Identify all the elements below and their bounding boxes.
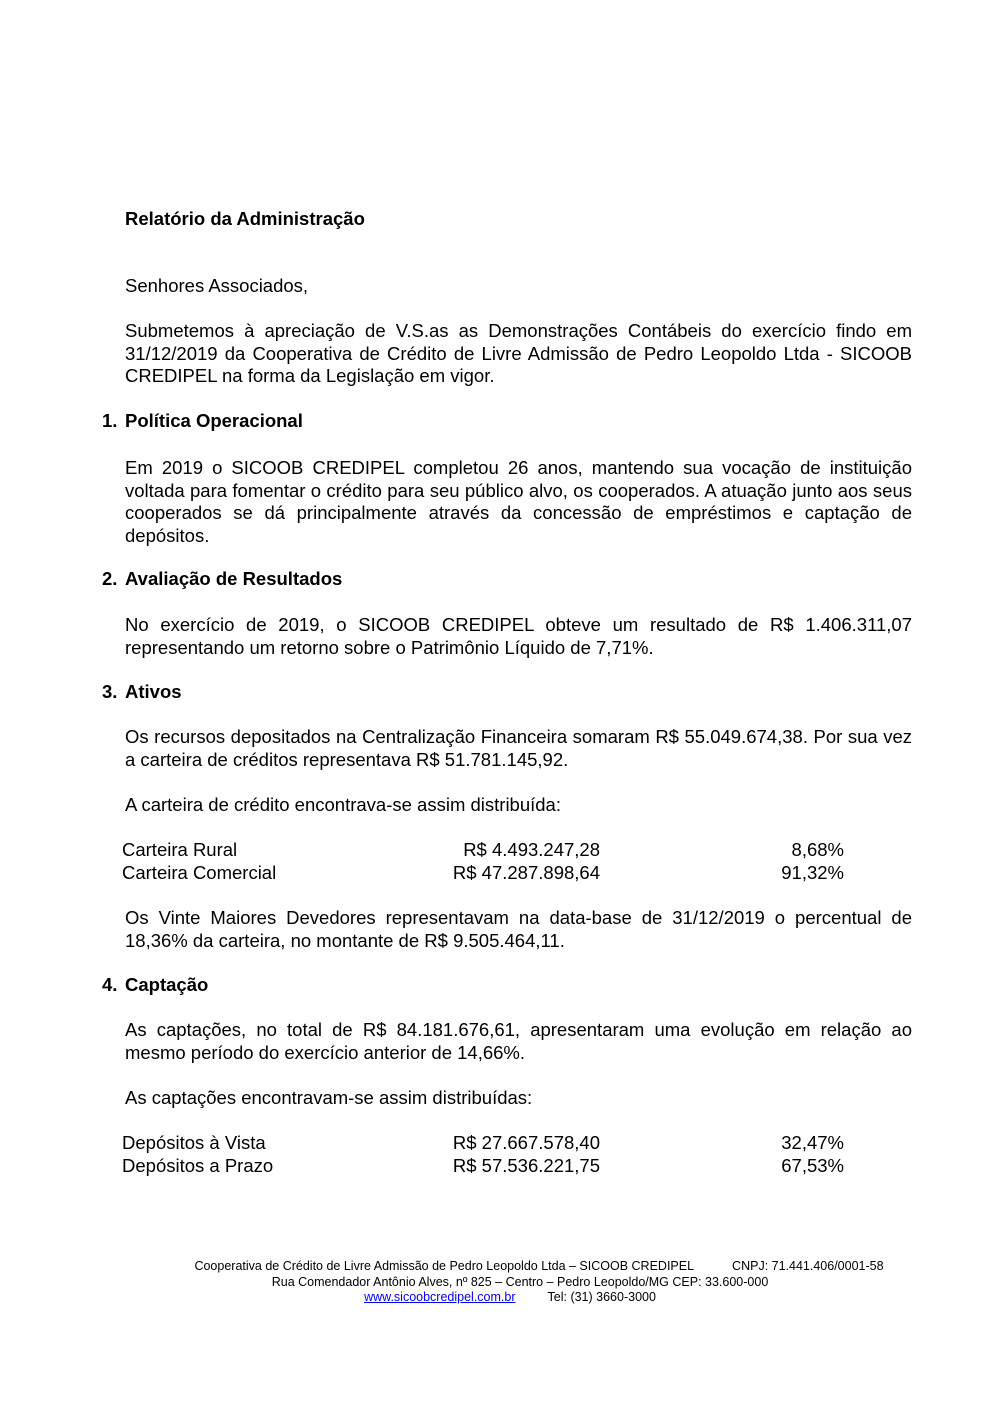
section-paragraph-captacao: As captações, no total de R$ 84.181.676,61, apresentaram uma evolução em relação ao mesmo período do exercício anterior de 14,66%. xyxy=(125,1019,912,1063)
row-percent: 91,32% xyxy=(781,862,844,883)
row-label: Depósitos a Prazo xyxy=(122,1155,274,1176)
section-heading-captacao xyxy=(102,974,208,997)
salutation: Senhores Associados, xyxy=(125,275,309,296)
row-value: R$ 4.493.247,28 xyxy=(463,839,600,860)
row-value: R$ 47.287.898,64 xyxy=(452,862,600,883)
row-percent: 8,68% xyxy=(791,839,844,860)
footer-line-1 xyxy=(100,1259,940,1275)
table-row xyxy=(122,862,844,885)
footer-line-3 xyxy=(100,1290,940,1306)
section-paragraph-resultados: No exercício de 2019, o SICOOB CREDIPEL obteve um resultado de R$ 1.406.311,07 representando um retorno sobre o Patrimônio Líquido de 7,71%. xyxy=(125,614,912,658)
section-heading-politica-operacional xyxy=(102,410,303,433)
row-percent: 67,53% xyxy=(781,1155,844,1176)
footer-company: Cooperativa de Crédito de Livre Admissão de Pedro Leopoldo Ltda – SICOOB CREDIPEL xyxy=(194,1259,695,1273)
section-heading-avaliacao-resultados xyxy=(102,568,342,591)
section-title: Ativos xyxy=(125,681,182,702)
footer-address: Rua Comendador Antônio Alves, nº 825 – Centro – Pedro Leopoldo/MG CEP: 33.600-000 xyxy=(271,1274,769,1289)
section-paragraph-devedores: Os Vinte Maiores Devedores representavam na data-base de 31/12/2019 o percentual de 18,36% da carteira, no montante de R$ 9.505.464,11. xyxy=(125,907,912,951)
row-label: Carteira Comercial xyxy=(122,862,277,883)
section-number: 1. xyxy=(102,410,118,431)
row-label: Depósitos à Vista xyxy=(122,1132,266,1153)
section-title: Política Operacional xyxy=(125,410,303,431)
footer-website-link[interactable]: www.sicoobcredipel.com.br xyxy=(364,1290,516,1304)
section-paragraph-politica: Em 2019 o SICOOB CREDIPEL completou 26 anos, mantendo sua vocação de instituição voltada para fomentar o crédito para seu público alvo, os cooperados. A atuação junto aos seus cooperados se dá principalmente através da concessão de empréstimos e captação de depósitos. xyxy=(125,457,912,546)
row-label: Carteira Rural xyxy=(122,839,238,860)
section-number: 4. xyxy=(102,974,118,995)
section-number: 2. xyxy=(102,568,118,589)
document-title: Relatório da Administração xyxy=(125,208,365,229)
footer-cnpj: CNPJ: 71.441.406/0001-58 xyxy=(732,1259,884,1273)
section-paragraph-ativos: Os recursos depositados na Centralização Financeira somaram R$ 55.049.674,38. Por sua vez a carteira de créditos representava R$ 51.781.145,92. xyxy=(125,726,912,770)
section-title: Avaliação de Resultados xyxy=(125,568,343,589)
table-row xyxy=(122,1132,844,1155)
row-value: R$ 57.536.221,75 xyxy=(452,1155,600,1176)
table-row xyxy=(122,839,844,862)
footer-phone: Tel: (31) 3660-3000 xyxy=(547,1290,656,1304)
section-title: Captação xyxy=(125,974,209,995)
table-row xyxy=(122,1155,844,1178)
table-intro-captacoes: As captações encontravam-se assim distribuídas: xyxy=(125,1087,533,1108)
table-intro-carteira: A carteira de crédito encontrava-se assim distribuída: xyxy=(125,794,561,815)
section-number: 3. xyxy=(102,681,118,702)
row-percent: 32,47% xyxy=(781,1132,844,1153)
section-heading-ativos xyxy=(102,681,182,704)
footer xyxy=(100,1259,940,1306)
intro-paragraph: Submetemos à apreciação de V.S.as as Demonstrações Contábeis do exercício findo em 31/12/2019 da Cooperativa de Crédito de Livre Admissão de Pedro Leopoldo Ltda - SICOOB CREDIPEL na forma da Legislação em vigor. xyxy=(125,320,912,386)
row-value: R$ 27.667.578,40 xyxy=(452,1132,600,1153)
